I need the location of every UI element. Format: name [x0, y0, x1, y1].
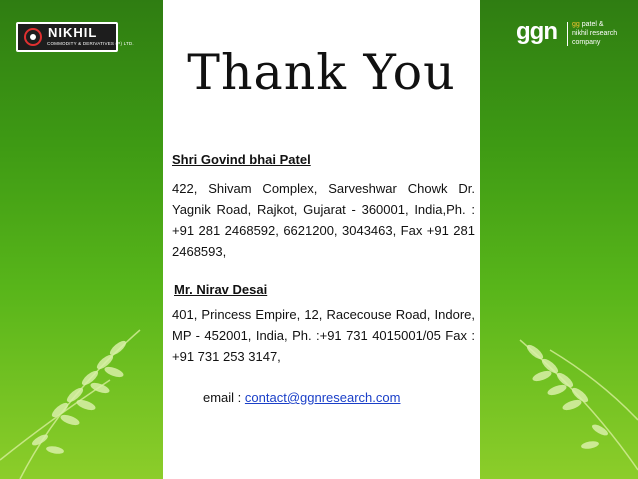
wheat-illustration-left — [0, 0, 163, 479]
ggn-logo-line1-prefix: gg — [572, 21, 580, 28]
left-decorative-panel — [0, 0, 163, 479]
right-decorative-panel — [480, 0, 638, 479]
slide-title: Thank You — [187, 44, 456, 101]
nikhil-logo-tagline: COMMODITY & DERIVATIVES (P) LTD. — [47, 41, 134, 46]
contact2-name: Mr. Nirav Desai — [174, 282, 268, 297]
contact1-name: Shri Govind bhai Patel — [172, 152, 311, 167]
contact1-address: 422, Shivam Complex, Sarveshwar Chowk Dr. Yagnik Road, Rajkot, Gujarat - 360001, India,Ph. : +91 281 2468592, 6621200, 3043463, Fax +91 281 2468593, — [172, 181, 475, 259]
nikhil-logo-name: NIKHIL — [48, 25, 98, 40]
ggn-logo-line1-suffix: patel & — [579, 21, 604, 28]
ggn-logo — [516, 20, 631, 65]
wheat-illustration-right — [480, 0, 638, 479]
content-area — [163, 0, 480, 479]
ggn-logo-word: ggn — [516, 18, 557, 45]
ggn-logo-line2: nikhil research — [572, 30, 618, 37]
nikhil-emblem-icon — [23, 27, 43, 47]
email-label: email : — [203, 390, 245, 405]
email-line — [203, 390, 400, 405]
contact2-address: 401, Princess Empire, 12, Racecouse Road, Indore, MP - 452001, India, Ph. :+91 731 4015001/05 Fax : +91 731 253 3147, — [172, 307, 475, 364]
ggn-logo-divider — [567, 22, 568, 46]
nikhil-logo — [16, 22, 134, 52]
ggn-logo-text — [572, 20, 617, 47]
ggn-logo-line3: company — [572, 39, 601, 46]
email-link[interactable]: contact@ggnresearch.com — [244, 390, 401, 405]
